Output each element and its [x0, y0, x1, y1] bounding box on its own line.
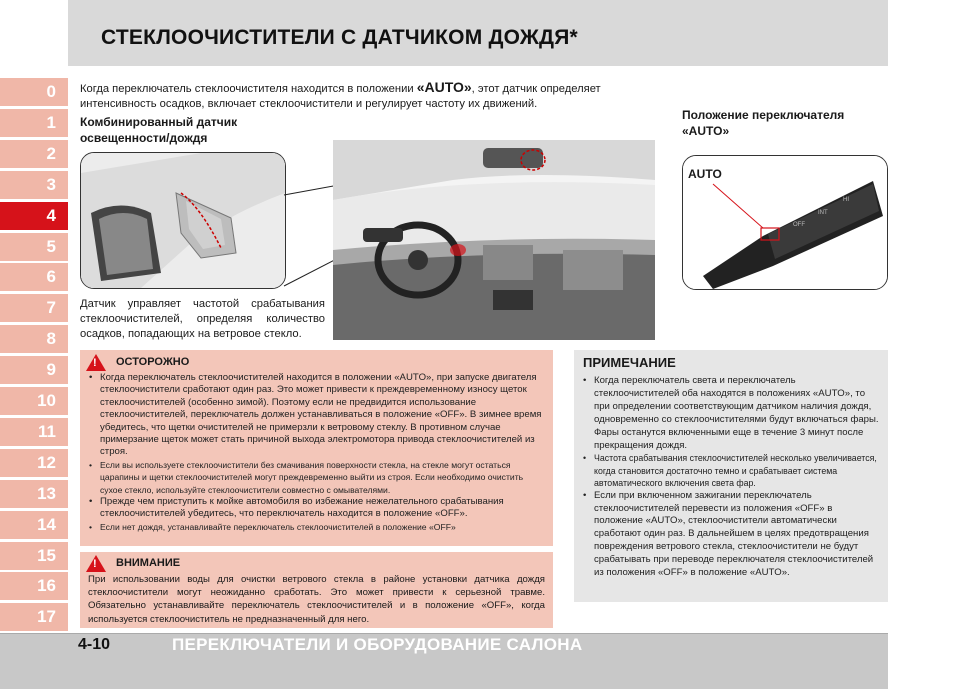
intro-auto-term: «AUTO» — [416, 79, 472, 95]
intro-text-after: , этот датчик определяет интенсивность осадков, включает стеклоочистители и регулирует частоту их движений. — [80, 83, 601, 110]
note-title: ПРИМЕЧАНИЕ — [583, 355, 676, 370]
chapter-tab-14[interactable]: 14 — [0, 511, 68, 539]
chapter-tab-0[interactable]: 0 — [0, 78, 68, 106]
warning-item: • Когда переключатель стеклоочистителей находится в положении «AUTO», при запуске двигателя стеклоочистители сработают один раз. Это может привести к преждевременному износу щеток стеклоочистителей (особенно зимой). Поэтому если не предвидится использование стеклоочистителей, переключатель должен устанавливаться в положение «OFF». В зимнее время убедитесь, что щетки очистителей не примерзли к ветровому стеклу. В противном случае примерзание щеток может стать причиной выхода электромотора привода стеклоочистителей из строя. — [88, 372, 543, 459]
note-item: • Если при включенном зажигании переключатель стеклоочистителей перевести из положения «OFF» в положение «AUTO», стеклоочистители автоматически сработают один раз. В дальнейшем в целях предотвращения повреждения ветрового стекла, стеклоочистители не будут срабатывать при переводе переключателя стеклоочистителей из положения «OFF» в положение «AUTO». — [582, 490, 879, 580]
chapter-tab-7[interactable]: 7 — [0, 294, 68, 322]
sensor-description: Датчик управляет частотой срабатывания стеклоочистителей, определяя количество осадков, попадающих на ветровое стекло. — [80, 298, 325, 340]
note-item: • Частота срабатывания стеклоочистителей несколько увеличивается, когда становится достаточно темно и срабатывает система автоматического включения света фар. — [582, 452, 879, 489]
chapter-tab-6[interactable]: 6 — [0, 263, 68, 291]
chapter-tab-10[interactable]: 10 — [0, 387, 68, 415]
chapter-tab-2[interactable]: 2 — [0, 140, 68, 168]
note-item: • Когда переключатель света и переключатель стеклоочистителей оба находятся в положениях «AUTO», то при определении соответствующим датчиком наличия дождя, одновременно со стеклоочистителями будут включаться фары. Фары останутся включенными еще в течение 3 минут после прекращения дождя. — [582, 375, 879, 452]
switch-image — [682, 155, 888, 290]
car-interior-image — [333, 140, 655, 340]
chapter-tab-8[interactable]: 8 — [0, 325, 68, 353]
chapter-tab-3[interactable]: 3 — [0, 171, 68, 199]
warning-item: • Прежде чем приступить к мойке автомобиля во избежание нежелательного срабатывания стеклоочистителей убедитесь, что переключатель находится в положение «OFF». — [88, 496, 543, 521]
intro-paragraph — [80, 80, 665, 112]
caution-box — [80, 552, 553, 628]
chapter-tab-9[interactable]: 9 — [0, 356, 68, 384]
switch-label: Положение переключателя «AUTO» — [682, 108, 845, 138]
section-title: ПЕРЕКЛЮЧАТЕЛИ И ОБОРУДОВАНИЕ САЛОНА — [172, 635, 583, 654]
chapter-tab-15[interactable]: 15 — [0, 542, 68, 570]
note-list — [582, 375, 879, 580]
svg-text:OFF: OFF — [793, 222, 805, 228]
chapter-tab-5[interactable]: 5 — [0, 233, 68, 261]
svg-text:HI: HI — [843, 197, 849, 203]
sensor-closeup-illustration — [81, 153, 285, 288]
page-title: СТЕКЛООЧИСТИТЕЛИ С ДАТЧИКОМ ДОЖДЯ* — [101, 26, 578, 49]
caution-title: ВНИМАНИЕ — [116, 557, 181, 569]
caution-icon: ! — [86, 555, 106, 572]
page-number: 4-10 — [78, 636, 111, 653]
warning-icon: ! — [86, 354, 106, 371]
intro-text-before: Когда переключатель стеклоочистителя находится в положении — [80, 83, 417, 95]
note-box — [574, 350, 888, 602]
car-interior-illustration — [333, 140, 655, 340]
warning-item: • Если вы используете стеклоочистители без смачивания поверхности стекла, на стекле могут остаться царапины и щетки стеклоочистителей могут преждевременно выйти из строя. Если необходимо очистить сухое стекло, используйте стеклоочистители совместно с омывателями. — [88, 459, 543, 496]
chapter-tab-1[interactable]: 1 — [0, 109, 68, 137]
caution-text: При использовании воды для очистки ветрового стекла в районе установки датчика дождя стеклоочистители могут неожиданно сработать. Это может привести к серьезной травме. Обязательно устанавливайте переключатель стеклоочистителей и в положение «OFF», когда используется стеклоочиститель не предназначенный для него. — [88, 574, 545, 625]
chapter-tab-11[interactable]: 11 — [0, 418, 68, 446]
chapter-tab-13[interactable]: 13 — [0, 480, 68, 508]
warning-list — [88, 372, 543, 533]
warning-item: • Если нет дождя, устанавливайте переключатель стеклоочистителей в положение «OFF» — [88, 521, 543, 533]
chapter-tab-4[interactable]: 4 — [0, 202, 68, 230]
svg-text:INT: INT — [818, 210, 828, 216]
chapter-tab-16[interactable]: 16 — [0, 572, 68, 600]
sensor-closeup-image — [80, 152, 286, 289]
chapter-tab-17[interactable]: 17 — [0, 603, 68, 631]
sensor-label: Комбинированный датчик освещенности/дождя — [80, 115, 238, 145]
chapter-tab-12[interactable]: 12 — [0, 449, 68, 477]
warning-title: ОСТОРОЖНО — [116, 356, 190, 368]
warning-box — [80, 350, 553, 546]
switch-auto-label: AUTO — [688, 167, 722, 181]
